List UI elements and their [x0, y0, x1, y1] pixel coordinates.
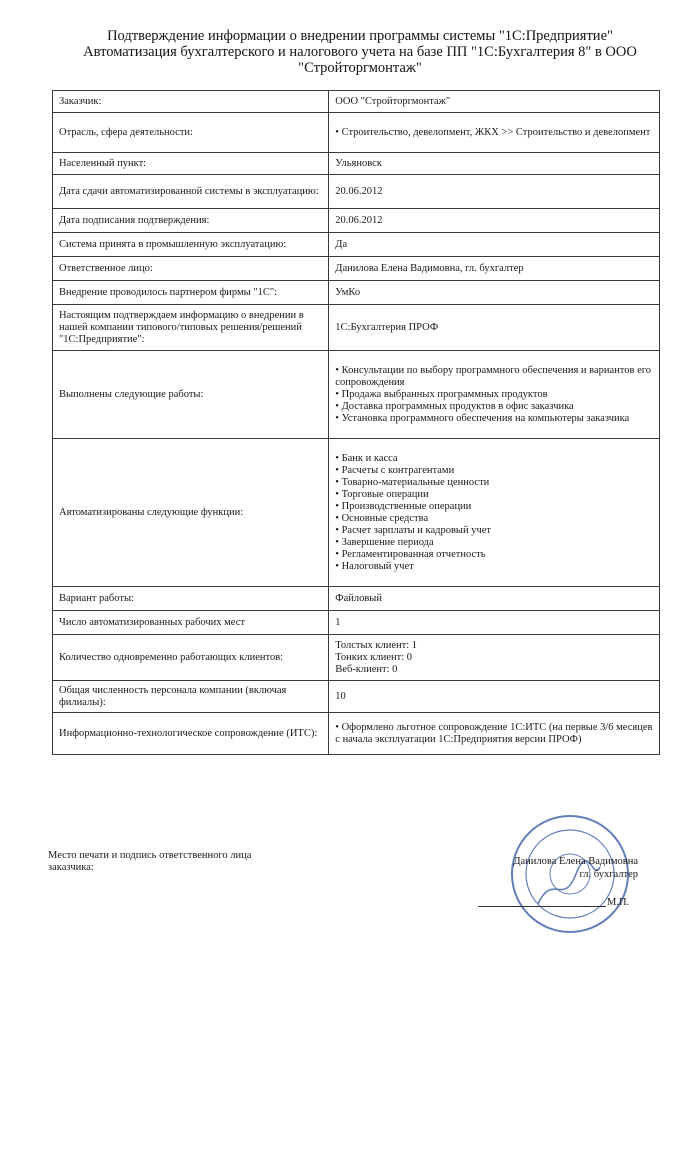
row-value: 20.06.2012: [329, 175, 660, 209]
list-item: • Регламентированная отчетность: [335, 549, 653, 561]
signature-line: [478, 906, 606, 907]
row-value: УмКо: [329, 281, 660, 305]
client-line: Веб-клиент: 0: [335, 663, 398, 675]
list-item: • Торговые операции: [335, 489, 653, 501]
row-label: Внедрение проводилось партнером фирмы "1С":: [53, 281, 329, 305]
document-title: [60, 28, 660, 76]
row-label: Дата сдачи автоматизированной системы в эксплуатацию:: [53, 175, 329, 209]
row-label: Общая численность персонала компании (включая филиалы):: [53, 681, 329, 713]
row-value: Файловый: [329, 587, 660, 611]
client-line: Толстых клиент: 1: [335, 639, 418, 651]
row-label: Настоящим подтверждаем информацию о внедрении в нашей компании типового/типовых решения/решений "1С:Предприятие":: [53, 305, 329, 351]
row-label: Число автоматизированных рабочих мест: [53, 611, 329, 635]
list-item: • Установка программного обеспечения на компьютеры заказчика: [335, 413, 653, 425]
row-label: Выполнены следующие работы:: [53, 351, 329, 439]
row-label: Система принята в промышленную эксплуатацию:: [53, 233, 329, 257]
list-item: • Банк и касса: [335, 453, 653, 465]
row-label: Количество одновременно работающих клиентов:: [53, 635, 329, 681]
list-item: • Производственные операции: [335, 501, 653, 513]
client-line: Тонких клиент: 0: [335, 651, 412, 663]
list-item: • Консультации по выбору программного обеспечения и вариантов его сопровождения: [335, 365, 653, 389]
list-item: • Основные средства: [335, 513, 653, 525]
signatory-position: гл. бухгалтер: [579, 869, 638, 880]
table-row: [53, 305, 660, 351]
row-value: [329, 439, 660, 587]
table-row: [53, 611, 660, 635]
table-row: [53, 153, 660, 175]
row-value: 20.06.2012: [329, 209, 660, 233]
list-item: • Расчеты с контрагентами: [335, 465, 653, 477]
row-value: 1С:Бухгалтерия ПРОФ: [329, 305, 660, 351]
row-value: 1: [329, 611, 660, 635]
row-value: 10: [329, 681, 660, 713]
list-item: • Продажа выбранных программных продуктов: [335, 389, 653, 401]
row-value: Данилова Елена Вадимовна, гл. бухгалтер: [329, 257, 660, 281]
row-label: Заказчик:: [53, 91, 329, 113]
table-row: [53, 351, 660, 439]
list-item: • Завершение периода: [335, 537, 653, 549]
title-line-3: "Стройторгмонтаж": [298, 60, 422, 76]
table-row: [53, 281, 660, 305]
info-table: [52, 90, 660, 755]
table-row: [53, 209, 660, 233]
table-row: [53, 233, 660, 257]
row-value: • Строительство, девелопмент, ЖКХ >> Строительство и девелопмент: [329, 113, 660, 153]
table-row: [53, 439, 660, 587]
table-row: [53, 113, 660, 153]
row-value: • Оформлено льготное сопровождение 1С:ИТС (на первые 3/6 месяцев с начала эксплуатации 1С:Предприятия версии ПРОФ): [329, 713, 660, 755]
row-value: ООО "Стройторгмонтаж": [329, 91, 660, 113]
title-line-1: Подтверждение информации о внедрении программы системы "1С:Предприятие": [107, 28, 613, 44]
row-label: Дата подписания подтверждения:: [53, 209, 329, 233]
title-line-2: Автоматизация бухгалтерского и налогового учета на базе ПП "1С:Бухгалтерия 8" в ООО: [83, 44, 637, 60]
row-value: [329, 635, 660, 681]
table-row: [53, 175, 660, 209]
list-item: • Расчет зарплаты и кадровый учет: [335, 525, 653, 537]
row-label: Ответственное лицо:: [53, 257, 329, 281]
row-value: Да: [329, 233, 660, 257]
row-label: Информационно-технологическое сопровождение (ИТС):: [53, 713, 329, 755]
list-item: • Товарно-материальные ценности: [335, 477, 653, 489]
row-value: [329, 351, 660, 439]
row-label: Отрасль, сфера деятельности:: [53, 113, 329, 153]
row-label: Населенный пункт:: [53, 153, 329, 175]
row-value: Ульяновск: [329, 153, 660, 175]
functions-list: [335, 453, 653, 573]
signatory-name: Данилова Елена Вадимовна: [513, 856, 638, 867]
row-label: Автоматизированы следующие функции:: [53, 439, 329, 587]
works-list: [335, 365, 653, 425]
list-item: • Налоговый учет: [335, 561, 653, 573]
table-row: [53, 257, 660, 281]
seal-place-label: М.П.: [607, 897, 630, 908]
signatory-block: [468, 855, 638, 881]
table-row: [53, 587, 660, 611]
table-row: [53, 713, 660, 755]
table-row: [53, 91, 660, 113]
list-item: • Доставка программных продуктов в офис заказчика: [335, 401, 653, 413]
signature-caption: Место печати и подпись ответственного лица заказчика:: [48, 850, 252, 873]
table-row: [53, 681, 660, 713]
row-label: Вариант работы:: [53, 587, 329, 611]
table-row: [53, 635, 660, 681]
